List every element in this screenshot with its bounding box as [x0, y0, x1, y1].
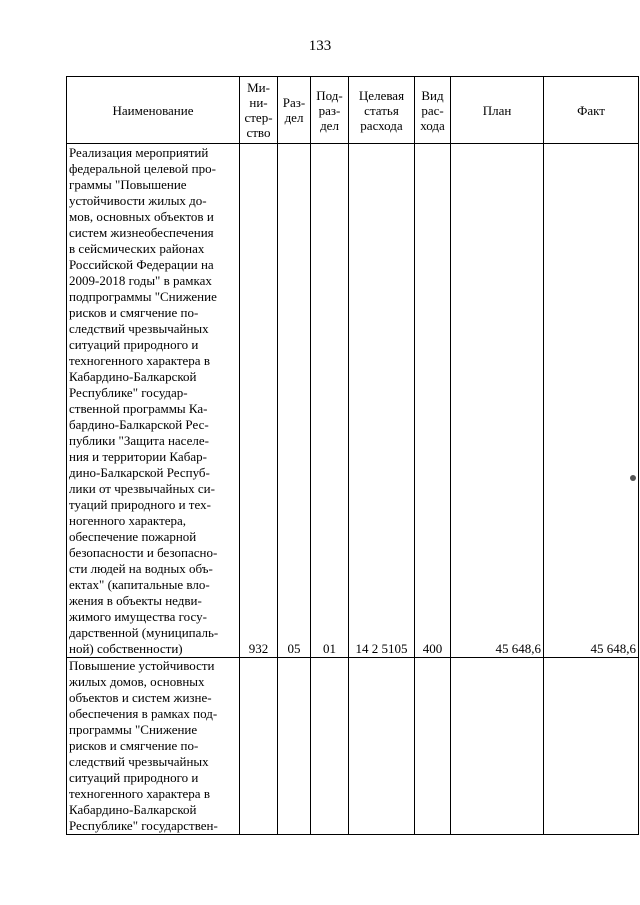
row-section: 05 — [278, 144, 311, 658]
row-section — [278, 658, 311, 835]
row-plan: 45 648,6 — [451, 144, 544, 658]
row-fact: 45 648,6 — [544, 144, 639, 658]
header-ministry: Ми- ни- стер- ство — [240, 77, 278, 144]
table-row — [67, 144, 639, 658]
header-target-article: Целевая статья расхода — [349, 77, 415, 144]
budget-table — [66, 76, 639, 835]
header-plan: План — [451, 77, 544, 144]
row-target-article — [349, 658, 415, 835]
row-expense-type: 400 — [415, 144, 451, 658]
row-name: Повышение устойчивости жилых домов, основных объектов и систем жизне- обеспечения в рамках под- программы "Снижение рисков и смягчение по- следствий чрезвычайных ситуаций природного и техногенного характера в Кабардино-Балкарской Республике" государствен- — [67, 658, 240, 835]
row-target-article: 14 2 5105 — [349, 144, 415, 658]
row-name: Реализация мероприятий федеральной целевой про- граммы "Повышение устойчивости жилых до- мов, основных объектов и систем жизнеобеспечения в сейсмических районах Российской Федерации на 2009-2018 годы" в рамках подпрограммы "Снижение рисков и смягчение по- следствий чрезвычайных ситуаций природного и техногенного характера в Кабардино-Балкарской Республике" государ- ственной программы Ка- бардино-Балкарской Рес- публики "Защита населе- ния и территории Кабар- дино-Балкарской Респуб- лики от чрезвычайных си- туаций природного и тех- ногенного характера, обеспечение пожарной безопасности и безопасно- сти людей на водных объ- ектах" (капитальные вло- жения в объекты недви- жимого имущества госу- дарственной (муниципаль- ной) собственности) — [67, 144, 240, 658]
row-plan — [451, 658, 544, 835]
row-expense-type — [415, 658, 451, 835]
page-number: 133 — [308, 38, 332, 54]
header-expense-type: Вид рас- хода — [415, 77, 451, 144]
header-fact: Факт — [544, 77, 639, 144]
header-row — [67, 77, 639, 144]
row-fact — [544, 658, 639, 835]
table-row — [67, 658, 639, 835]
header-name: Наименование — [67, 77, 240, 144]
header-subsection: Под- раз- дел — [311, 77, 349, 144]
row-ministry: 932 — [240, 144, 278, 658]
header-section: Раз- дел — [278, 77, 311, 144]
row-ministry — [240, 658, 278, 835]
row-subsection: 01 — [311, 144, 349, 658]
scan-mark — [630, 475, 636, 481]
row-subsection — [311, 658, 349, 835]
